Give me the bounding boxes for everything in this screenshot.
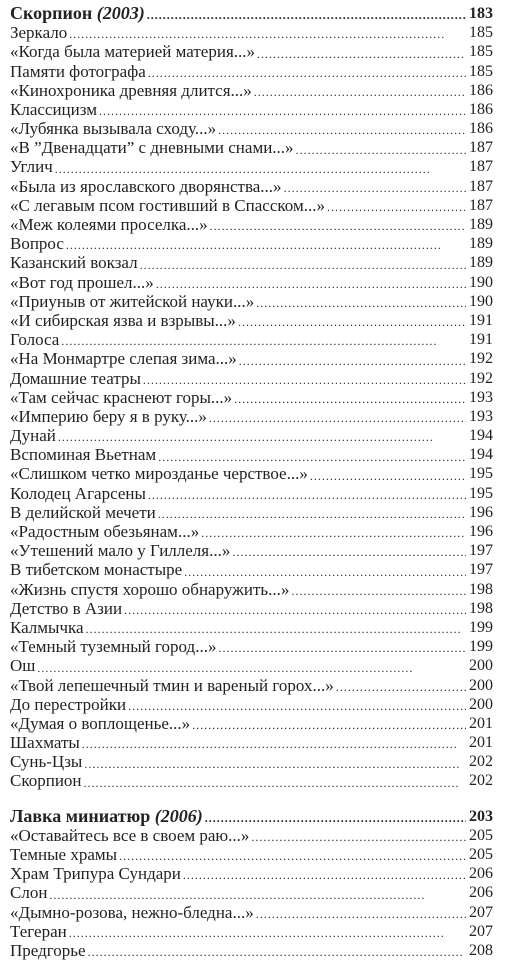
entry-title: «Когда была материей материя...» — [10, 42, 256, 62]
dot-leader — [158, 505, 466, 522]
page-number: 198 — [469, 580, 493, 598]
dot-leader — [296, 141, 466, 158]
dot-leader — [119, 847, 466, 864]
entry-title: Вопрос — [10, 234, 64, 254]
dot-leader — [218, 639, 466, 656]
toc-entry — [0, 560, 505, 579]
page-number: 201 — [469, 734, 493, 752]
page-number: 199 — [469, 618, 493, 636]
page-number: 192 — [469, 350, 493, 368]
page-number: 186 — [469, 100, 493, 118]
toc-entry — [0, 580, 505, 599]
toc-entry — [0, 158, 505, 177]
entry-title: Классицизм — [10, 99, 97, 119]
dot-leader — [192, 716, 466, 733]
entry-title: Казанский вокзал — [10, 253, 138, 273]
entry-title: Колодец Агарсены — [10, 483, 146, 503]
dot-leader — [128, 697, 466, 714]
toc-entry — [0, 292, 505, 311]
toc-entry — [0, 465, 505, 484]
entry-title: «Приуныв от житейской науки...» — [10, 291, 255, 311]
entry-title: «Жизнь спустя хорошо обнаружить...» — [10, 579, 290, 599]
dot-leader — [327, 198, 466, 215]
dot-leader — [143, 371, 466, 388]
page-number: 185 — [469, 62, 493, 80]
page-number: 200 — [469, 676, 493, 694]
page-number: 189 — [469, 216, 493, 234]
entry-title: «Лубянка вызывала сходу...» — [10, 119, 217, 139]
toc-entry — [0, 445, 505, 464]
toc-entry — [0, 311, 505, 330]
entry-title: Домашние театры — [10, 368, 141, 388]
page-number: 192 — [469, 369, 493, 387]
dot-leader — [291, 582, 466, 599]
page-number: 208 — [469, 941, 493, 959]
entry-title: «И сибирская язва и взрывы...» — [10, 311, 236, 330]
dot-leader — [257, 45, 466, 62]
toc-entry — [0, 100, 505, 119]
toc-entry — [0, 234, 505, 253]
entry-list-scorpion — [0, 23, 505, 791]
entry-title: Голоса — [10, 330, 60, 350]
page-number: 186 — [469, 120, 493, 138]
dot-leader — [205, 808, 466, 826]
entry-title: «Оставайтесь все в своем раю...» — [10, 825, 250, 845]
entry-title: До перестройки — [10, 694, 127, 714]
toc-entry — [0, 23, 505, 42]
entry-title: Слон — [10, 883, 48, 903]
page-number: 187 — [469, 158, 493, 176]
entry-title: «Твой лепешечный тмин и вареный горох...» — [10, 675, 334, 695]
toc-entry — [0, 138, 505, 157]
dot-leader — [86, 620, 466, 637]
dot-leader — [251, 828, 466, 845]
page-number: 200 — [469, 657, 493, 675]
page-number: 201 — [469, 714, 493, 732]
dot-leader — [148, 64, 466, 81]
dot-leader — [37, 659, 466, 676]
section-title: Лавка миниатюр (2006) — [10, 806, 203, 826]
dot-leader — [88, 943, 466, 960]
dot-leader — [66, 236, 466, 253]
dot-leader — [183, 866, 466, 883]
toc-entry — [0, 349, 505, 368]
page-number: 197 — [469, 561, 493, 579]
toc-entry — [0, 273, 505, 292]
toc-entry — [0, 484, 505, 503]
page-number: 202 — [469, 753, 493, 771]
dot-leader — [84, 755, 466, 772]
toc-entry — [0, 215, 505, 234]
dot-leader — [156, 275, 466, 292]
dot-leader — [148, 486, 466, 503]
page-number: 190 — [469, 273, 493, 291]
page-number: 185 — [469, 43, 493, 61]
entry-title: «На Монмартре слепая зима...» — [10, 349, 237, 369]
page-number: 193 — [469, 388, 493, 406]
entry-title: Углич — [10, 157, 53, 177]
dot-leader — [147, 5, 466, 23]
toc-entry — [0, 119, 505, 138]
page-number: 196 — [469, 523, 493, 541]
dot-leader — [61, 332, 466, 349]
toc-entry — [0, 695, 505, 714]
page-number: 203 — [469, 807, 493, 825]
entry-title: «Кинохроника древняя длится...» — [10, 80, 252, 100]
entry-title: «С легавым псом гостивший в Спасском...» — [10, 195, 325, 215]
dot-leader — [124, 601, 466, 618]
page-number: 187 — [469, 177, 493, 195]
toc-entry — [0, 196, 505, 215]
entry-title: Зеркало — [10, 23, 68, 43]
dot-leader — [82, 735, 466, 752]
toc-entry — [0, 503, 505, 522]
toc-entry — [0, 733, 505, 752]
entry-title: «Вот год прошел...» — [10, 272, 154, 292]
page-number: 196 — [469, 503, 493, 521]
entry-title: Ош — [10, 656, 36, 676]
toc-entry — [0, 81, 505, 100]
page-number: 186 — [469, 81, 493, 99]
toc-entry — [0, 426, 505, 445]
page-number: 190 — [469, 292, 493, 310]
entry-title: В делийской мечети — [10, 502, 156, 522]
toc-entry — [0, 845, 505, 864]
entry-title: Темные храмы — [10, 845, 118, 865]
page-number: 195 — [469, 465, 493, 483]
page-number: 205 — [469, 826, 493, 844]
entry-title: Храм Трипура Сундари — [10, 864, 181, 884]
entry-title: «Радостным обезьянам...» — [10, 522, 200, 542]
dot-leader — [84, 774, 466, 791]
toc-entry — [0, 922, 505, 941]
entry-title: «Темный туземный город...» — [10, 637, 217, 657]
toc-entry — [0, 541, 505, 560]
toc-entry — [0, 903, 505, 922]
page-number: 187 — [469, 196, 493, 214]
page-number: 195 — [469, 484, 493, 502]
dot-leader — [336, 678, 466, 695]
dot-leader — [184, 563, 466, 580]
toc-entry — [0, 656, 505, 675]
page-number: 207 — [469, 922, 493, 940]
page-number: 207 — [469, 903, 493, 921]
dot-leader — [55, 160, 466, 177]
dot-leader — [58, 428, 466, 445]
page-number: 191 — [469, 311, 493, 329]
entry-list-lavka-miniatur — [0, 826, 505, 960]
dot-leader — [140, 256, 466, 273]
dot-leader — [69, 25, 466, 42]
entry-title: «Была из ярославского дворянства...» — [10, 176, 282, 196]
page-number: 200 — [469, 695, 493, 713]
dot-leader — [238, 313, 466, 330]
page-number: 183 — [469, 4, 493, 22]
page-number: 193 — [469, 407, 493, 425]
page-number: 194 — [469, 427, 493, 445]
dot-leader — [239, 352, 466, 369]
toc-entry — [0, 941, 505, 960]
dot-leader — [234, 390, 466, 407]
entry-title: Калмычка — [10, 618, 84, 637]
entry-title: Детство в Азии — [10, 598, 123, 618]
page-number: 202 — [469, 772, 493, 790]
toc-entry — [0, 599, 505, 618]
page-number: 198 — [469, 599, 493, 617]
toc-entry — [0, 407, 505, 426]
toc-entry — [0, 388, 505, 407]
entry-title: Скорпион — [10, 771, 82, 791]
toc-entry — [0, 714, 505, 733]
entry-title: «В ”Двенадцати” с дневными снами...» — [10, 138, 294, 158]
toc-entry — [0, 864, 505, 883]
entry-title: Вспоминая Вьетнам — [10, 445, 157, 465]
entry-title: «Думая о воплощенье...» — [10, 713, 191, 733]
page-number: 189 — [469, 235, 493, 253]
dot-leader — [158, 448, 466, 465]
page-number: 197 — [469, 542, 493, 560]
entry-title: Шахматы — [10, 733, 80, 753]
entry-title: Предгорье — [10, 941, 86, 960]
page-number: 199 — [469, 638, 493, 656]
dot-leader — [256, 905, 466, 922]
toc-entry — [0, 752, 505, 771]
entry-title: Сунь-Цзы — [10, 752, 83, 772]
dot-leader — [99, 102, 466, 119]
page-number: 206 — [469, 884, 493, 902]
section-heading-scorpion — [0, 4, 505, 23]
dot-leader — [310, 467, 466, 484]
page-number: 191 — [469, 331, 493, 349]
dot-leader — [49, 886, 466, 903]
section-heading-lavka-miniatur — [0, 807, 505, 826]
toc-entry — [0, 177, 505, 196]
dot-leader — [232, 543, 466, 560]
dot-leader — [254, 83, 466, 100]
entry-title: «Там сейчас краснеют горы...» — [10, 387, 233, 407]
page-number: 189 — [469, 254, 493, 272]
dot-leader — [210, 217, 466, 234]
entry-title: «Меж колеями проселка...» — [10, 215, 208, 235]
entry-title: «Слишком четко мирозданье черствое...» — [10, 464, 308, 484]
page-number: 185 — [469, 24, 493, 42]
page-number: 187 — [469, 139, 493, 157]
toc-entry — [0, 62, 505, 81]
entry-title: «Империю беру я в руку...» — [10, 406, 207, 426]
entry-title: Памяти фотографа — [10, 61, 146, 81]
entry-title: Тегеран — [10, 921, 67, 941]
toc-entry — [0, 772, 505, 791]
toc-entry — [0, 637, 505, 656]
dot-leader — [218, 121, 466, 138]
dot-leader — [201, 524, 466, 541]
page-number: 194 — [469, 446, 493, 464]
entry-title: «Утешений мало у Гиллеля...» — [10, 541, 231, 561]
toc-entry — [0, 369, 505, 388]
dot-leader — [69, 924, 466, 941]
toc-entry — [0, 42, 505, 61]
toc-entry — [0, 826, 505, 845]
toc-entry — [0, 253, 505, 272]
toc-entry — [0, 330, 505, 349]
toc-entry — [0, 676, 505, 695]
page-number: 205 — [469, 846, 493, 864]
toc-entry — [0, 618, 505, 637]
section-title: Скорпион (2003) — [10, 4, 145, 23]
toc-entry — [0, 522, 505, 541]
dot-leader — [284, 179, 466, 196]
entry-title: «Дымно-розова, нежно-бледна...» — [10, 902, 254, 922]
page-number: 206 — [469, 865, 493, 883]
dot-leader — [209, 409, 466, 426]
entry-title: В тибетском монастыре — [10, 560, 183, 580]
dot-leader — [256, 294, 466, 311]
entry-title: Дунай — [10, 426, 56, 446]
